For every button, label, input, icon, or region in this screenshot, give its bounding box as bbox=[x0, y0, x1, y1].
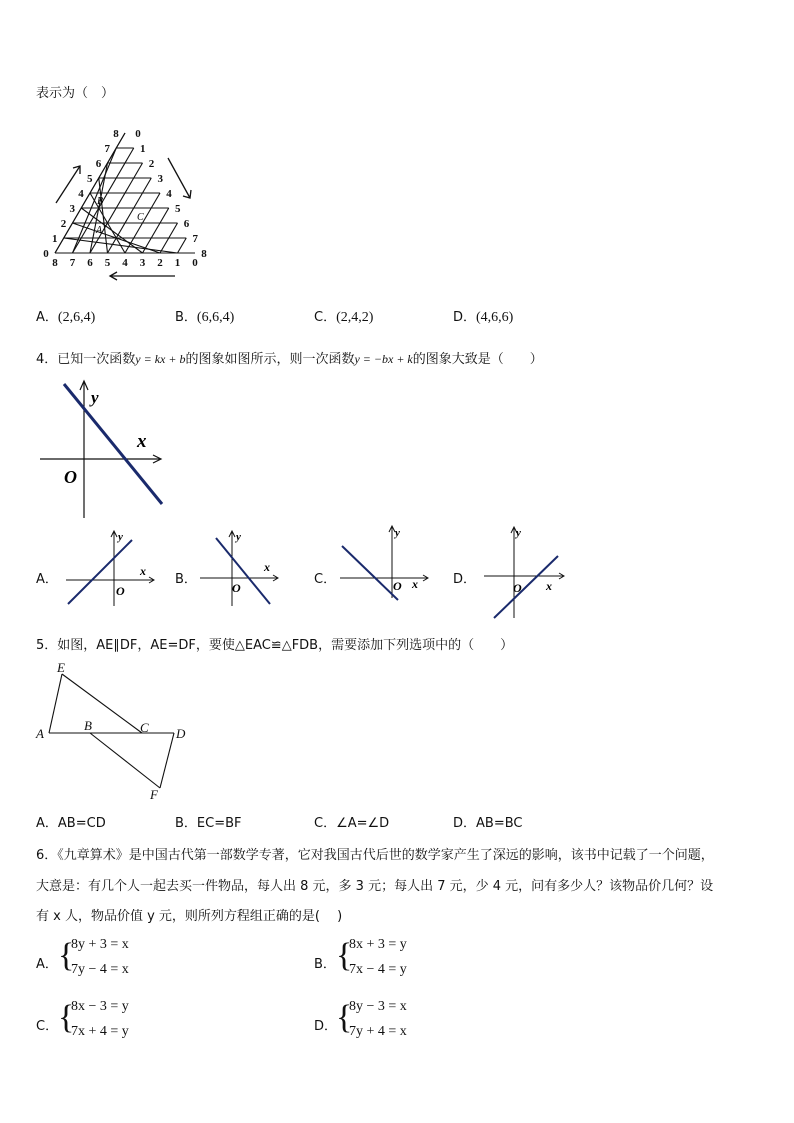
q5-option-c[interactable]: C．∠A=∠D bbox=[314, 816, 390, 831]
point-E: E bbox=[57, 660, 65, 675]
right-scale-label: 0 bbox=[135, 128, 141, 140]
point-A-label: A bbox=[96, 225, 103, 236]
left-scale-label: 2 bbox=[60, 218, 67, 230]
main-graph-origin-label: O bbox=[64, 467, 77, 487]
q4-option-d-graph[interactable] bbox=[484, 524, 579, 619]
right-scale-label: 5 bbox=[175, 203, 181, 215]
q4-option-b-graph[interactable] bbox=[200, 528, 285, 608]
point-B: B bbox=[84, 718, 92, 733]
q5-figure bbox=[36, 660, 196, 805]
q5-option-a[interactable]: A．AB=CD bbox=[36, 816, 106, 831]
q3-option-a[interactable]: A．(2,6,4) bbox=[36, 310, 96, 325]
option-c-x-label: x bbox=[412, 577, 418, 591]
right-scale-label: 8 bbox=[201, 248, 207, 260]
q6-d-eq2: 7y + 4 = x bbox=[349, 1024, 407, 1039]
q4-option-b[interactable]: B． bbox=[175, 572, 197, 587]
option-d-x-label: x bbox=[546, 579, 552, 593]
option-b-origin-label: O bbox=[232, 581, 241, 595]
option-b-x-label: x bbox=[264, 560, 270, 574]
point-D: D bbox=[176, 726, 186, 741]
q3-option-b[interactable]: B．(6,6,4) bbox=[175, 310, 235, 325]
grid-line bbox=[64, 238, 178, 253]
q4-option-c[interactable]: C． bbox=[314, 572, 337, 587]
option-d-origin-label: O bbox=[513, 581, 522, 595]
right-scale-label: 4 bbox=[166, 188, 172, 200]
bottom-scale-label: 7 bbox=[69, 257, 76, 269]
bottom-scale-label: 6 bbox=[87, 257, 93, 269]
option-b-y-label: y bbox=[236, 531, 241, 543]
bottom-scale-label: 0 bbox=[192, 257, 198, 269]
bottom-scale-label: 4 bbox=[122, 257, 128, 269]
q4-option-a-graph[interactable] bbox=[66, 528, 161, 608]
bottom-scale-label: 5 bbox=[104, 257, 111, 269]
q4-main-graph bbox=[40, 380, 170, 520]
main-graph-y-label: y bbox=[91, 388, 99, 407]
right-scale-label: 2 bbox=[148, 158, 155, 170]
q6-line-3: 有 x 人，物品价值 y 元，则所列方程组正确的是( ) bbox=[36, 909, 343, 924]
right-scale-label: 6 bbox=[183, 218, 190, 230]
q5-question: 5．如图，AE∥DF，AE=DF，要使△EAC≌△FDB，需要添加下列选项中的（ ） bbox=[36, 638, 514, 653]
grid-line bbox=[108, 178, 152, 253]
q4-option-a[interactable]: A． bbox=[36, 572, 58, 587]
bottom-scale-label: 8 bbox=[52, 257, 58, 269]
q3-option-d[interactable]: D．(4,6,6) bbox=[453, 310, 514, 325]
q6-d-eq1: 8y − 3 = x bbox=[349, 999, 407, 1014]
grid-line bbox=[73, 148, 134, 253]
triangle-grid-figure bbox=[40, 118, 240, 288]
q5-option-b[interactable]: B．EC=BF bbox=[175, 816, 242, 831]
q6-line-1: 6．《九章算术》是中国古代第一部数学专著，它对我国古代后世的数学家产生了深远的影响，该书中记载了一个问题， bbox=[36, 848, 714, 863]
q5-option-d[interactable]: D．AB=BC bbox=[453, 816, 523, 831]
q6-b-eq2: 7x − 4 = y bbox=[349, 962, 407, 977]
q6-line-2: 大意是：有几个人一起去买一件物品，每人出 8 元，多 3 元；每人出 7 元，少 4 元，问有多少人？该物品价几何？设 bbox=[36, 879, 714, 894]
q6-c-eq2: 7x + 4 = y bbox=[71, 1024, 129, 1039]
option-c-origin-label: O bbox=[393, 579, 402, 593]
arrow-left-up bbox=[56, 166, 80, 203]
left-scale-label: 3 bbox=[69, 203, 75, 215]
left-scale-label: 5 bbox=[87, 173, 93, 185]
q6-c-eq1: 8x − 3 = y bbox=[71, 999, 129, 1014]
bottom-scale-label: 2 bbox=[157, 257, 163, 269]
q6-a-eq1: 8y + 3 = x bbox=[71, 937, 129, 952]
left-scale-label: 7 bbox=[104, 143, 110, 155]
point-B-label: B bbox=[97, 196, 104, 207]
option-a-y-label: y bbox=[118, 531, 123, 543]
point-A: A bbox=[36, 726, 44, 741]
option-d-y-label: y bbox=[516, 527, 521, 539]
main-graph-x-label: x bbox=[137, 431, 147, 452]
left-scale-label: 0 bbox=[43, 248, 49, 260]
right-scale-label: 3 bbox=[157, 173, 163, 185]
bottom-scale-label: 1 bbox=[174, 257, 181, 269]
point-F: F bbox=[150, 787, 158, 802]
point-C-label: C bbox=[137, 212, 144, 223]
grid-line bbox=[178, 238, 187, 253]
right-scale-label: 1 bbox=[140, 143, 146, 155]
intro-text: 表示为（ ） bbox=[36, 86, 115, 101]
left-scale-label: 6 bbox=[95, 158, 102, 170]
q3-option-c[interactable]: C．(2,4,2) bbox=[314, 310, 374, 325]
q4-option-c-graph[interactable] bbox=[340, 524, 435, 604]
q4-option-d[interactable]: D． bbox=[453, 572, 477, 587]
left-scale-label: 8 bbox=[113, 128, 119, 140]
q4-question: 4．已知一次函数y = kx + b的图象如图所示，则一次函数y = −bx + k的图象大致是（ ） bbox=[36, 352, 543, 367]
bottom-scale-label: 3 bbox=[139, 257, 146, 269]
left-scale-label: 1 bbox=[52, 233, 58, 245]
option-a-x-label: x bbox=[140, 564, 146, 578]
left-scale-label: 4 bbox=[78, 188, 84, 200]
option-a-origin-label: O bbox=[116, 584, 125, 598]
right-scale-label: 7 bbox=[192, 233, 198, 245]
q6-a-eq2: 7y − 4 = x bbox=[71, 962, 129, 977]
point-C: C bbox=[140, 720, 149, 735]
grid-line bbox=[143, 208, 169, 253]
q6-b-eq1: 8x + 3 = y bbox=[349, 937, 407, 952]
option-c-y-label: y bbox=[395, 527, 400, 539]
